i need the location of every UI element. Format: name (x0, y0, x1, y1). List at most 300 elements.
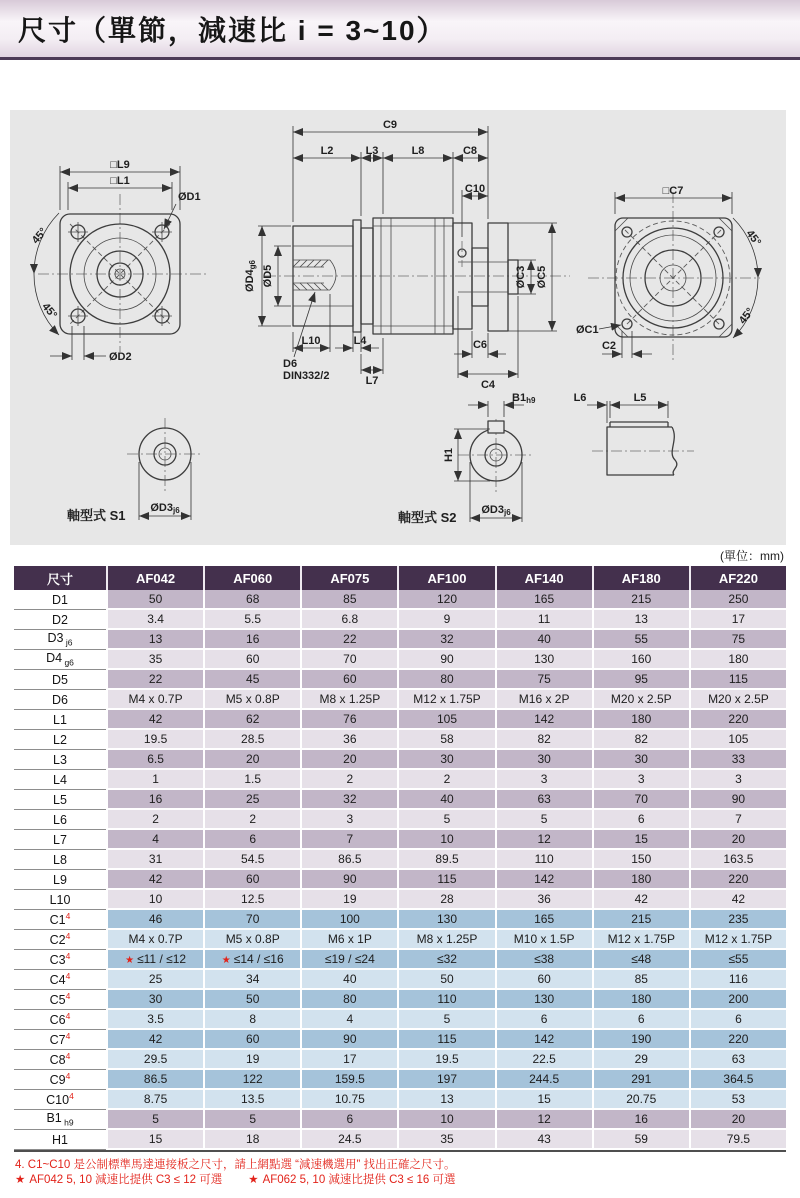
cell-L9-AF220: 220 (689, 870, 786, 890)
cell-D1-AF100: 120 (397, 590, 494, 610)
cell-D2-AF075: 6.8 (300, 610, 397, 630)
cell-L1-AF042: 42 (106, 710, 203, 730)
dim-label-L4: L4 (353, 335, 367, 347)
dim-label-L5: L5 (633, 392, 647, 404)
cell-L10-AF220: 42 (689, 890, 786, 910)
cell-C3-AF075: ≤19 / ≤24 (300, 950, 397, 970)
cell-L1-AF075: 76 (300, 710, 397, 730)
dim-label-D3-s1: ØD3j6 (150, 502, 180, 515)
cell-C6-AF140: 6 (495, 1010, 592, 1030)
cell-C2-AF140: M10 x 1.5P (495, 930, 592, 950)
cell-C4-AF042: 25 (106, 970, 203, 990)
column-header-dim: 尺寸 (14, 566, 106, 590)
column-header-AF060: AF060 (203, 566, 300, 590)
row-L2 (14, 730, 786, 750)
row-label-C9: $C9^4$ (14, 1070, 106, 1090)
dim-label-D4: ØD4g6 (244, 260, 257, 292)
cell-C6-AF075: 4 (300, 1010, 397, 1030)
cell-C7-AF220: 220 (689, 1030, 786, 1050)
row-label-L6: L6 (14, 810, 106, 830)
row-L8 (14, 850, 786, 870)
cell-L2-AF075: 36 (300, 730, 397, 750)
cell-D2-AF060: 5.5 (203, 610, 300, 630)
dim-label-B1: B1h9 (512, 392, 536, 405)
cell-D3-AF060: 16 (203, 630, 300, 650)
cell-D6-AF100: M12 x 1.75P (397, 690, 494, 710)
row-label-C8: $C8^4$ (14, 1050, 106, 1070)
cell-C8-AF075: 17 (300, 1050, 397, 1070)
cell-C6-AF180: 6 (592, 1010, 689, 1030)
cell-L8-AF042: 31 (106, 850, 203, 870)
cell-L4-AF100: 2 (397, 770, 494, 790)
cell-D6-AF042: M4 x 0.7P (106, 690, 203, 710)
dim-label-C9: C9 (382, 119, 398, 131)
cell-C5-AF042: 30 (106, 990, 203, 1010)
row-label-C10: $C10^4$ (14, 1090, 106, 1110)
dim-label-C7: □C7 (662, 185, 684, 197)
cell-C5-AF060: 50 (203, 990, 300, 1010)
cell-C3-AF220: ≤55 (689, 950, 786, 970)
dim-label-C3: ØC3 (515, 265, 527, 289)
dim-label-45deg-b: 45° (39, 300, 60, 322)
cell-C7-AF075: 90 (300, 1030, 397, 1050)
star-icon: ★ (125, 955, 135, 966)
cell-C4-AF140: 60 (495, 970, 592, 990)
row-label-D2: D2 (14, 610, 106, 630)
cell-L8-AF180: 150 (592, 850, 689, 870)
cell-B1-AF042: 5 (106, 1110, 203, 1130)
dim-label-C10: C10 (464, 183, 486, 195)
row-label-L10: L10 (14, 890, 106, 910)
cell-H1-AF075: 24.5 (300, 1130, 397, 1150)
row-label-L5: L5 (14, 790, 106, 810)
cell-C7-AF060: 60 (203, 1030, 300, 1050)
cell-C2-AF060: M5 x 0.8P (203, 930, 300, 950)
row-H1 (14, 1130, 786, 1150)
cell-C5-AF140: 130 (495, 990, 592, 1010)
cell-L6-AF220: 7 (689, 810, 786, 830)
cell-C10-AF075: 10.75 (300, 1090, 397, 1110)
row-label-D3: D3 $_{j6}$ (14, 630, 106, 650)
dim-label-D1: ØD1 (178, 191, 201, 203)
cell-C2-AF042: M4 x 0.7P (106, 930, 203, 950)
row-label-L3: L3 (14, 750, 106, 770)
star-icon: ★ (15, 1174, 26, 1186)
row-label-D1: D1 (14, 590, 106, 610)
cell-L9-AF100: 115 (397, 870, 494, 890)
dimension-table (14, 566, 786, 1152)
dim-label-C5: ØC5 (536, 265, 548, 289)
cell-L8-AF100: 89.5 (397, 850, 494, 870)
column-header-AF140: AF140 (495, 566, 592, 590)
cell-L2-AF100: 58 (397, 730, 494, 750)
cell-L2-AF220: 105 (689, 730, 786, 750)
cell-L7-AF100: 10 (397, 830, 494, 850)
cell-C7-AF180: 190 (592, 1030, 689, 1050)
page-header (0, 0, 800, 60)
cell-D1-AF180: 215 (592, 590, 689, 610)
cell-C8-AF140: 22.5 (495, 1050, 592, 1070)
dim-label-C1: ØC1 (576, 324, 599, 336)
cell-C2-AF075: M6 x 1P (300, 930, 397, 950)
cell-D3-AF140: 40 (495, 630, 592, 650)
cell-L5-AF042: 16 (106, 790, 203, 810)
cell-D4-AF060: 60 (203, 650, 300, 670)
cell-D1-AF060: 68 (203, 590, 300, 610)
dimension-drawing (10, 110, 786, 545)
cell-C10-AF220: 53 (689, 1090, 786, 1110)
column-header-AF075: AF075 (300, 566, 397, 590)
cell-C1-AF075: 100 (300, 910, 397, 930)
cell-L4-AF140: 3 (495, 770, 592, 790)
row-C9 (14, 1070, 786, 1090)
cell-C9-AF140: 244.5 (495, 1070, 592, 1090)
cell-L4-AF180: 3 (592, 770, 689, 790)
dim-label-D3-s2: ØD3j6 (481, 504, 511, 517)
cell-C10-AF060: 13.5 (203, 1090, 300, 1110)
cell-L8-AF220: 163.5 (689, 850, 786, 870)
cell-C7-AF100: 115 (397, 1030, 494, 1050)
cell-C6-AF100: 5 (397, 1010, 494, 1030)
cell-C8-AF100: 19.5 (397, 1050, 494, 1070)
cell-C8-AF220: 63 (689, 1050, 786, 1070)
dim-label-45deg-c: 45° (743, 227, 764, 249)
cell-L10-AF140: 36 (495, 890, 592, 910)
shaft-type-s1-view (67, 418, 203, 523)
cell-L7-AF180: 15 (592, 830, 689, 850)
dim-label-L9: □L9 (110, 159, 130, 171)
dim-label-C2: C2 (601, 340, 617, 352)
cell-L6-AF042: 2 (106, 810, 203, 830)
cell-D6-AF140: M16 x 2P (495, 690, 592, 710)
row-C8 (14, 1050, 786, 1070)
row-C4 (14, 970, 786, 990)
unit-label: (單位：mm) (720, 549, 784, 563)
cell-C5-AF220: 200 (689, 990, 786, 1010)
cell-C10-AF100: 13 (397, 1090, 494, 1110)
cell-C3-AF042: ★ ≤11 / ≤12 (106, 950, 203, 970)
cell-D5-AF140: 75 (495, 670, 592, 690)
cell-L7-AF060: 6 (203, 830, 300, 850)
cell-H1-AF042: 15 (106, 1130, 203, 1150)
cell-C6-AF060: 8 (203, 1010, 300, 1030)
footnote-text: 4. C1~C10 是公制標準馬達連接板之尺寸，請上網點選 “減速機選用” 找出正確之尺寸。 (15, 1159, 456, 1171)
row-label-D6: D6 (14, 690, 106, 710)
shaft-side-view (574, 392, 694, 475)
cell-L3-AF060: 20 (203, 750, 300, 770)
cell-B1-AF180: 16 (592, 1110, 689, 1130)
cell-C3-AF100: ≤32 (397, 950, 494, 970)
footnotes (15, 1158, 456, 1188)
row-C3 (14, 950, 786, 970)
cell-L7-AF042: 4 (106, 830, 203, 850)
shaft-type-s1-label: 軸型式 S1 (67, 508, 126, 523)
cell-L2-AF140: 82 (495, 730, 592, 750)
row-B1 (14, 1110, 786, 1130)
cell-L3-AF220: 33 (689, 750, 786, 770)
dim-label-D5: ØD5 (262, 264, 274, 288)
cell-C10-AF180: 20.75 (592, 1090, 689, 1110)
cell-L1-AF100: 105 (397, 710, 494, 730)
cell-L1-AF140: 142 (495, 710, 592, 730)
cell-C3-AF060: ★ ≤14 / ≤16 (203, 950, 300, 970)
row-label-C3: $C3^4$ (14, 950, 106, 970)
dim-label-C8: C8 (462, 145, 478, 157)
cell-C2-AF180: M12 x 1.75P (592, 930, 689, 950)
row-label-C7: $C7^4$ (14, 1030, 106, 1050)
cell-C1-AF042: 46 (106, 910, 203, 930)
cell-L5-AF180: 70 (592, 790, 689, 810)
cell-C4-AF075: 40 (300, 970, 397, 990)
cell-H1-AF100: 35 (397, 1130, 494, 1150)
cell-C9-AF042: 86.5 (106, 1070, 203, 1090)
dim-label-L3: L3 (365, 145, 379, 157)
row-label-L8: L8 (14, 850, 106, 870)
cell-D4-AF220: 180 (689, 650, 786, 670)
output-flange-front-view (30, 159, 206, 363)
cell-C9-AF060: 122 (203, 1070, 300, 1090)
row-label-C5: $C5^4$ (14, 990, 106, 1010)
cell-L1-AF180: 180 (592, 710, 689, 730)
footnote-option-b: AF062 5, 10 減速比提供 C3 ≤ 16 可選 (262, 1174, 456, 1186)
dim-label-L6: L6 (573, 392, 587, 404)
row-label-L7: L7 (14, 830, 106, 850)
cell-C1-AF180: 215 (592, 910, 689, 930)
cell-D2-AF220: 17 (689, 610, 786, 630)
dim-label-C6: C6 (472, 339, 488, 351)
cell-L8-AF140: 110 (495, 850, 592, 870)
cell-L6-AF060: 2 (203, 810, 300, 830)
dim-label-L1: □L1 (110, 175, 130, 187)
cell-L7-AF220: 20 (689, 830, 786, 850)
row-L6 (14, 810, 786, 830)
cell-D5-AF100: 80 (397, 670, 494, 690)
cell-D5-AF060: 45 (203, 670, 300, 690)
cell-L5-AF100: 40 (397, 790, 494, 810)
row-label-B1: B1 $_{h9}$ (14, 1110, 106, 1130)
cell-D1-AF220: 250 (689, 590, 786, 610)
cell-D3-AF180: 55 (592, 630, 689, 650)
row-label-C6: $C6^4$ (14, 1010, 106, 1030)
row-C10 (14, 1090, 786, 1110)
cell-L10-AF100: 28 (397, 890, 494, 910)
cell-B1-AF100: 10 (397, 1110, 494, 1130)
cell-H1-AF180: 59 (592, 1130, 689, 1150)
cell-D3-AF100: 32 (397, 630, 494, 650)
cell-B1-AF060: 5 (203, 1110, 300, 1130)
cell-L9-AF060: 60 (203, 870, 300, 890)
row-C7 (14, 1030, 786, 1050)
dim-label-45deg-d: 45° (736, 305, 757, 327)
cell-D5-AF220: 115 (689, 670, 786, 690)
cell-D3-AF075: 22 (300, 630, 397, 650)
cell-C9-AF100: 197 (397, 1070, 494, 1090)
dim-label-D6: D6 (283, 358, 298, 370)
cell-B1-AF140: 12 (495, 1110, 592, 1130)
cell-L2-AF060: 28.5 (203, 730, 300, 750)
cell-D4-AF042: 35 (106, 650, 203, 670)
cell-L6-AF180: 6 (592, 810, 689, 830)
star-icon: ★ (221, 955, 231, 966)
cell-H1-AF220: 79.5 (689, 1130, 786, 1150)
cell-L8-AF060: 54.5 (203, 850, 300, 870)
cell-L7-AF075: 7 (300, 830, 397, 850)
cell-D4-AF140: 130 (495, 650, 592, 670)
cell-L9-AF075: 90 (300, 870, 397, 890)
cell-L6-AF140: 5 (495, 810, 592, 830)
shaft-type-s2-label: 軸型式 S2 (398, 510, 457, 525)
cell-C7-AF042: 42 (106, 1030, 203, 1050)
cell-C1-AF100: 130 (397, 910, 494, 930)
cell-L5-AF060: 25 (203, 790, 300, 810)
threaded-hole (293, 260, 336, 290)
cell-C6-AF220: 6 (689, 1010, 786, 1030)
motor-plate (488, 223, 508, 331)
cell-L6-AF100: 5 (397, 810, 494, 830)
cell-D3-AF042: 13 (106, 630, 203, 650)
cell-L5-AF140: 63 (495, 790, 592, 810)
row-L4 (14, 770, 786, 790)
cell-C3-AF180: ≤48 (592, 950, 689, 970)
cell-C6-AF042: 3.5 (106, 1010, 203, 1030)
row-label-L2: L2 (14, 730, 106, 750)
star-icon: ★ (248, 1174, 259, 1186)
row-D1 (14, 590, 786, 610)
cell-D4-AF180: 160 (592, 650, 689, 670)
row-label-H1: H1 (14, 1130, 106, 1150)
dimension-diagram-panel (10, 110, 786, 545)
cell-C4-AF220: 116 (689, 970, 786, 990)
cell-D6-AF060: M5 x 0.8P (203, 690, 300, 710)
cell-L5-AF075: 32 (300, 790, 397, 810)
cell-L9-AF140: 142 (495, 870, 592, 890)
dim-label-D2: ØD2 (109, 351, 132, 363)
table-header-row (14, 566, 786, 590)
row-C2 (14, 930, 786, 950)
cell-L3-AF100: 30 (397, 750, 494, 770)
cell-C1-AF220: 235 (689, 910, 786, 930)
row-L10 (14, 890, 786, 910)
cell-D2-AF042: 3.4 (106, 610, 203, 630)
cell-C10-AF140: 15 (495, 1090, 592, 1110)
cell-L1-AF060: 62 (203, 710, 300, 730)
cell-C4-AF060: 34 (203, 970, 300, 990)
cell-D4-AF075: 70 (300, 650, 397, 670)
cell-D4-AF100: 90 (397, 650, 494, 670)
dim-label-C4: C4 (480, 379, 496, 391)
cell-L5-AF220: 90 (689, 790, 786, 810)
keyway (488, 421, 504, 433)
row-C6 (14, 1010, 786, 1030)
cell-L3-AF075: 20 (300, 750, 397, 770)
page-title: 尺寸（單節，減速比 i = 3~10） (18, 14, 447, 46)
cell-L10-AF180: 42 (592, 890, 689, 910)
dim-label-45deg-a: 45° (29, 225, 50, 247)
cell-L10-AF042: 10 (106, 890, 203, 910)
cell-L1-AF220: 220 (689, 710, 786, 730)
row-L3 (14, 750, 786, 770)
cell-C9-AF075: 159.5 (300, 1070, 397, 1090)
cell-L6-AF075: 3 (300, 810, 397, 830)
row-label-L4: L4 (14, 770, 106, 790)
row-label-D4: D4 $_{g6}$ (14, 650, 106, 670)
row-L5 (14, 790, 786, 810)
dim-label-L8: L8 (411, 145, 425, 157)
row-C1 (14, 910, 786, 930)
cell-C8-AF060: 19 (203, 1050, 300, 1070)
cell-L4-AF060: 1.5 (203, 770, 300, 790)
cell-B1-AF220: 20 (689, 1110, 786, 1130)
footnote-option-a: AF042 5, 10 減速比提供 C3 ≤ 12 可選 (29, 1174, 223, 1186)
cell-C5-AF180: 180 (592, 990, 689, 1010)
cell-C4-AF100: 50 (397, 970, 494, 990)
cell-C2-AF220: M12 x 1.75P (689, 930, 786, 950)
motor-flange-front-view (576, 185, 763, 362)
cell-H1-AF140: 43 (495, 1130, 592, 1150)
cell-B1-AF075: 6 (300, 1110, 397, 1130)
cell-D6-AF075: M8 x 1.25P (300, 690, 397, 710)
cell-L4-AF042: 1 (106, 770, 203, 790)
dim-label-L2: L2 (320, 145, 334, 157)
cell-L8-AF075: 86.5 (300, 850, 397, 870)
cell-C10-AF042: 8.75 (106, 1090, 203, 1110)
footnote-options (15, 1173, 456, 1188)
cell-D2-AF100: 9 (397, 610, 494, 630)
cell-L2-AF042: 19.5 (106, 730, 203, 750)
column-header-AF100: AF100 (397, 566, 494, 590)
column-header-AF180: AF180 (592, 566, 689, 590)
cell-D6-AF220: M20 x 2.5P (689, 690, 786, 710)
row-D6 (14, 690, 786, 710)
column-header-AF220: AF220 (689, 566, 786, 590)
row-L1 (14, 710, 786, 730)
row-L7 (14, 830, 786, 850)
cell-C3-AF140: ≤38 (495, 950, 592, 970)
row-label-C1: $C1^4$ (14, 910, 106, 930)
dim-label-L7: L7 (365, 375, 379, 387)
row-D5 (14, 670, 786, 690)
row-label-C4: $C4^4$ (14, 970, 106, 990)
cell-D2-AF140: 11 (495, 610, 592, 630)
cell-L3-AF180: 30 (592, 750, 689, 770)
cell-L9-AF180: 180 (592, 870, 689, 890)
row-L9 (14, 870, 786, 890)
row-D3 (14, 630, 786, 650)
cell-L4-AF075: 2 (300, 770, 397, 790)
row-label-C2: $C2^4$ (14, 930, 106, 950)
cell-H1-AF060: 18 (203, 1130, 300, 1150)
row-label-L1: L1 (14, 710, 106, 730)
row-label-L9: L9 (14, 870, 106, 890)
cell-L7-AF140: 12 (495, 830, 592, 850)
cell-D1-AF140: 165 (495, 590, 592, 610)
cell-C1-AF140: 165 (495, 910, 592, 930)
cell-D5-AF180: 95 (592, 670, 689, 690)
cell-D3-AF220: 75 (689, 630, 786, 650)
dim-label-DIN332: DIN332/2 (283, 370, 330, 382)
cell-C8-AF042: 29.5 (106, 1050, 203, 1070)
cell-C7-AF140: 142 (495, 1030, 592, 1050)
cell-L10-AF075: 19 (300, 890, 397, 910)
cell-C2-AF100: M8 x 1.25P (397, 930, 494, 950)
cell-D1-AF042: 50 (106, 590, 203, 610)
cell-L9-AF042: 42 (106, 870, 203, 890)
row-D4 (14, 650, 786, 670)
cell-C5-AF075: 80 (300, 990, 397, 1010)
cell-C9-AF220: 364.5 (689, 1070, 786, 1090)
column-header-AF042: AF042 (106, 566, 203, 590)
dim-label-L10: L10 (301, 335, 321, 347)
